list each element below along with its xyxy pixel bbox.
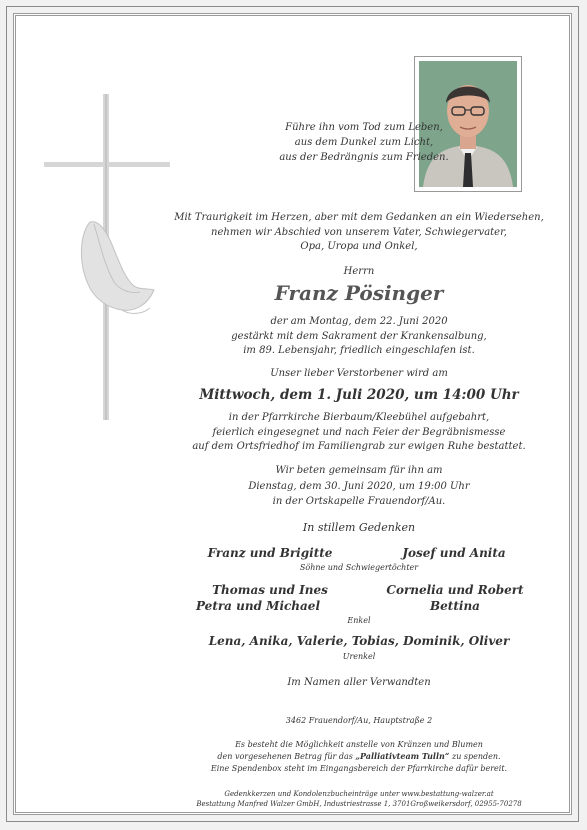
donation-line bbox=[134, 751, 584, 762]
funeral-line: auf dem Ortsfriedhof im Familiengrab zur ewigen Ruhe bestattet. bbox=[192, 441, 526, 452]
poem-line: Führe ihn vom Tod zum Leben, bbox=[285, 122, 443, 133]
donation-line: Eine Spendenbox steht im Eingangsbereich der Pfarrkirche dafür bereit. bbox=[210, 764, 508, 773]
donation-line: Es besteht die Möglichkeit anstelle von Kränzen und Blumen bbox=[235, 740, 483, 749]
footer-line: Bestattung Manfred Walzer GmbH, Industriestrasse 1, 3701Großweikersdorf, 02955-70278 bbox=[196, 800, 522, 808]
address: 3462 Frauendorf/Au, Hauptstraße 2 bbox=[285, 716, 433, 725]
funeral-date: Mittwoch, dem 1. Juli 2020, um 14:00 Uhr bbox=[199, 387, 519, 403]
in-memory: In stillem Gedenken bbox=[302, 521, 416, 534]
footer-line: Gedenkkerzen und Kondolenzbucheinträge unter www.bestattung-walzer.at bbox=[224, 790, 494, 798]
grandchildren-left: Petra und Michael bbox=[195, 599, 320, 613]
intro-line: nehmen wir Abschied von unserem Vater, Schwiegervater, bbox=[211, 227, 507, 238]
poem-line: aus dem Dunkel zum Licht, bbox=[294, 137, 434, 148]
funeral-line: feierlich eingesegnet und nach Feier der Begräbnismesse bbox=[212, 427, 506, 438]
great-grandchildren-names: Lena, Anika, Valerie, Tobias, Dominik, Oliver bbox=[208, 634, 510, 648]
prayer-line: Wir beten gemeinsam für ihn am bbox=[275, 465, 443, 476]
death-line: der am Montag, dem 22. Juni 2020 bbox=[270, 316, 448, 327]
children-left: Franz und Brigitte bbox=[207, 546, 333, 560]
funeral-line: in der Pfarrkirche Bierbaum/Kleebühel aufgebahrt, bbox=[228, 412, 490, 423]
grandchildren-left: Thomas und Ines bbox=[212, 583, 328, 597]
poem-line: aus der Bedrängnis zum Frieden. bbox=[279, 152, 449, 163]
grandchildren-right: Bettina bbox=[430, 599, 480, 613]
prayer-line: Dienstag, dem 30. Juni 2020, um 19:00 Uhr bbox=[248, 481, 470, 492]
great-grandchildren-label: Urenkel bbox=[342, 652, 376, 661]
prayer-line: in der Ortskapelle Frauendorf/Au. bbox=[272, 496, 446, 507]
deceased-name: Franz Pösinger bbox=[274, 281, 444, 305]
grandchildren-right: Cornelia und Robert bbox=[386, 583, 524, 597]
donation-recipient: „Palliativteam Tulln“ bbox=[355, 751, 450, 761]
relatives: Im Namen aller Verwandten bbox=[287, 677, 431, 688]
salutation: Herrn bbox=[343, 266, 375, 277]
death-line: im 89. Lebensjahr, friedlich eingeschlafen ist. bbox=[243, 345, 475, 356]
funeral-intro: Unser lieber Verstorbener wird am bbox=[270, 368, 448, 379]
death-line: gestärkt mit dem Sakrament der Krankensalbung, bbox=[231, 331, 487, 342]
children-label: Söhne und Schwiegertöchter bbox=[299, 563, 419, 572]
intro-line: Opa, Uropa und Onkel, bbox=[300, 241, 418, 252]
children-right: Josef und Anita bbox=[402, 546, 506, 560]
intro-line: Mit Traurigkeit im Herzen, aber mit dem Gedanken an ein Wiedersehen, bbox=[174, 212, 544, 223]
donation-text: den vorgesehenen Betrag für das bbox=[217, 752, 353, 761]
donation-text: zu spenden. bbox=[451, 752, 501, 761]
grandchildren-label: Enkel bbox=[347, 616, 371, 625]
